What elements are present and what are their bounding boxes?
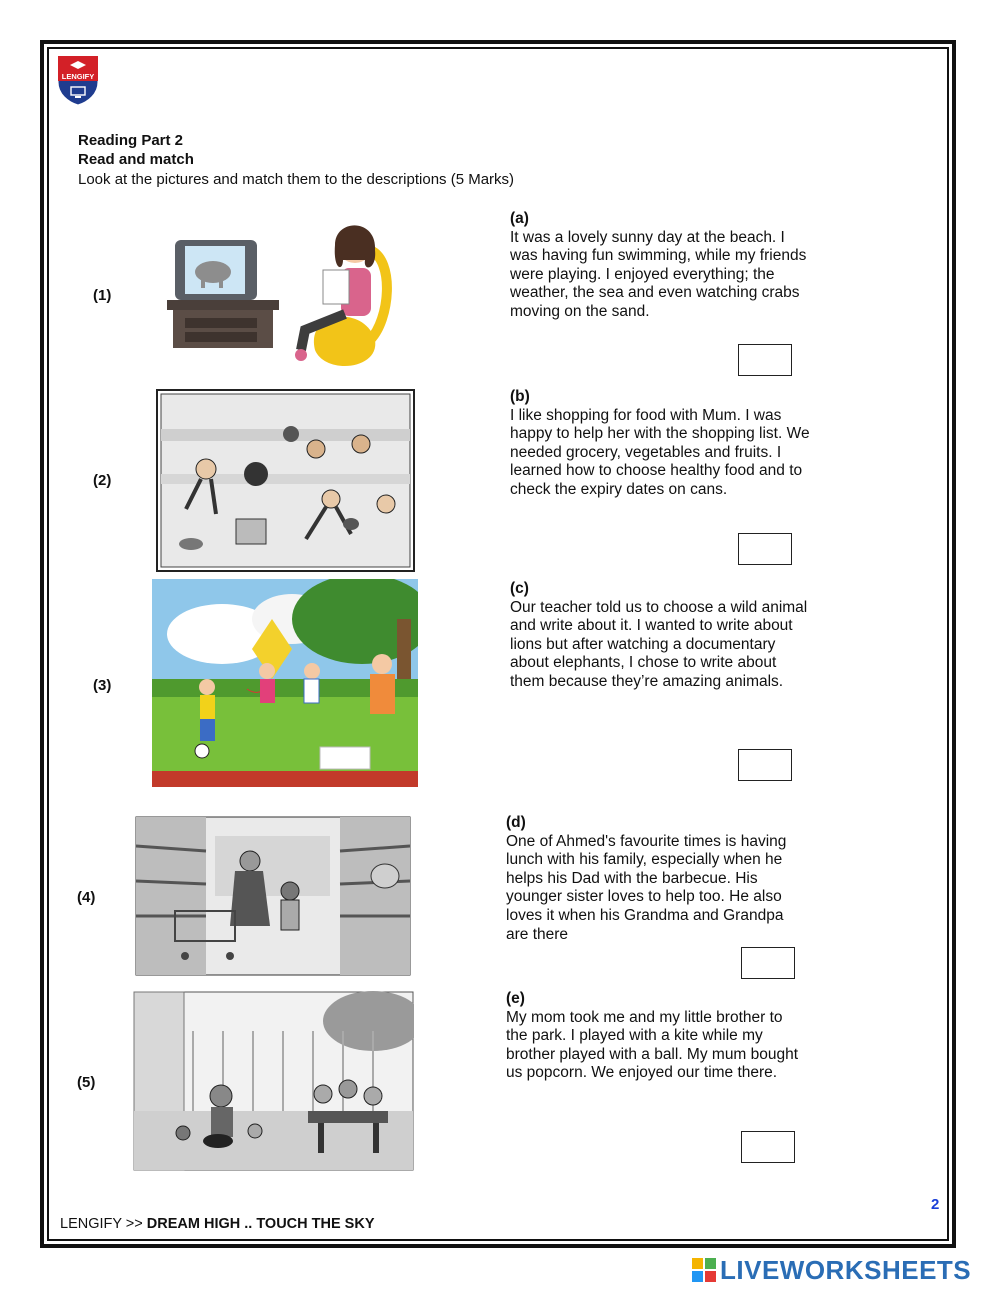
liveworksheets-logo-icon bbox=[692, 1258, 716, 1282]
page-number: 2 bbox=[931, 1196, 940, 1213]
description-e-letter: (e) bbox=[506, 990, 525, 1007]
picture-number-4: (4) bbox=[77, 889, 96, 906]
description-a bbox=[510, 210, 810, 322]
description-c bbox=[510, 580, 810, 692]
picture-number-3: (3) bbox=[93, 677, 112, 694]
description-b-text: I like shopping for food with Mum. I was happy to help her with the shopping list. We needed grocery, vegetables and fruits. I learned how to choose healthy food and to check the expiry dates on cans. bbox=[510, 406, 810, 498]
logo-text: LENGIFY bbox=[61, 72, 95, 81]
lengify-logo bbox=[54, 52, 102, 106]
description-d-letter: (d) bbox=[506, 814, 526, 831]
answer-box-c[interactable] bbox=[738, 749, 792, 781]
picture-girl-watching-tv bbox=[165, 210, 405, 375]
answer-box-a[interactable] bbox=[738, 344, 792, 376]
picture-number-1: (1) bbox=[93, 287, 112, 304]
description-c-letter: (c) bbox=[510, 580, 529, 597]
description-e-text: My mom took me and my little brother to the park. I played with a kite while my brother played with a ball. My mum bought us popcorn. We enjoyed our time there. bbox=[506, 1008, 799, 1082]
picture-supermarket bbox=[135, 816, 411, 976]
footer-prefix: LENGIFY >> bbox=[60, 1216, 147, 1232]
footer-slogan: DREAM HIGH .. TOUCH THE SKY bbox=[146, 1216, 375, 1232]
picture-family-barbecue bbox=[133, 991, 414, 1171]
description-b bbox=[510, 388, 810, 500]
picture-number-2: (2) bbox=[93, 472, 112, 489]
picture-beach-children bbox=[156, 389, 415, 572]
answer-box-e[interactable] bbox=[741, 1131, 795, 1163]
answer-box-d[interactable] bbox=[741, 947, 795, 979]
description-d bbox=[506, 814, 806, 944]
instruction-text: Look at the pictures and match them to the descriptions (5 Marks) bbox=[78, 171, 515, 188]
picture-park-kite bbox=[152, 579, 418, 787]
answer-box-b[interactable] bbox=[738, 533, 792, 565]
description-a-text: It was a lovely sunny day at the beach. I was having fun swimming, while my friends were playing. I enjoyed everything; the weather, the sea and even watching crabs moving on the sand. bbox=[510, 228, 807, 320]
description-b-letter: (b) bbox=[510, 388, 530, 405]
liveworksheets-brand-text: LIVEWORKSHEETS bbox=[720, 1254, 972, 1285]
part-heading: Reading Part 2 bbox=[78, 132, 184, 149]
description-e bbox=[506, 990, 806, 1083]
description-a-letter: (a) bbox=[510, 210, 529, 227]
task-heading: Read and match bbox=[78, 151, 194, 168]
picture-number-5: (5) bbox=[77, 1074, 96, 1091]
description-d-text: One of Ahmed's favourite times is having lunch with his family, especially when he helps his Dad with the barbecue. His younger sister loves to help too. He also loves it when his Grandma and Grandpa are there bbox=[506, 832, 787, 943]
liveworksheets-brand[interactable] bbox=[692, 1256, 971, 1284]
footer bbox=[60, 1216, 375, 1232]
description-c-text: Our teacher told us to choose a wild animal and write about it. I wanted to write about lions but after watching a documentary about elephants, I chose to write about them because they’re amazing animals. bbox=[510, 598, 808, 690]
